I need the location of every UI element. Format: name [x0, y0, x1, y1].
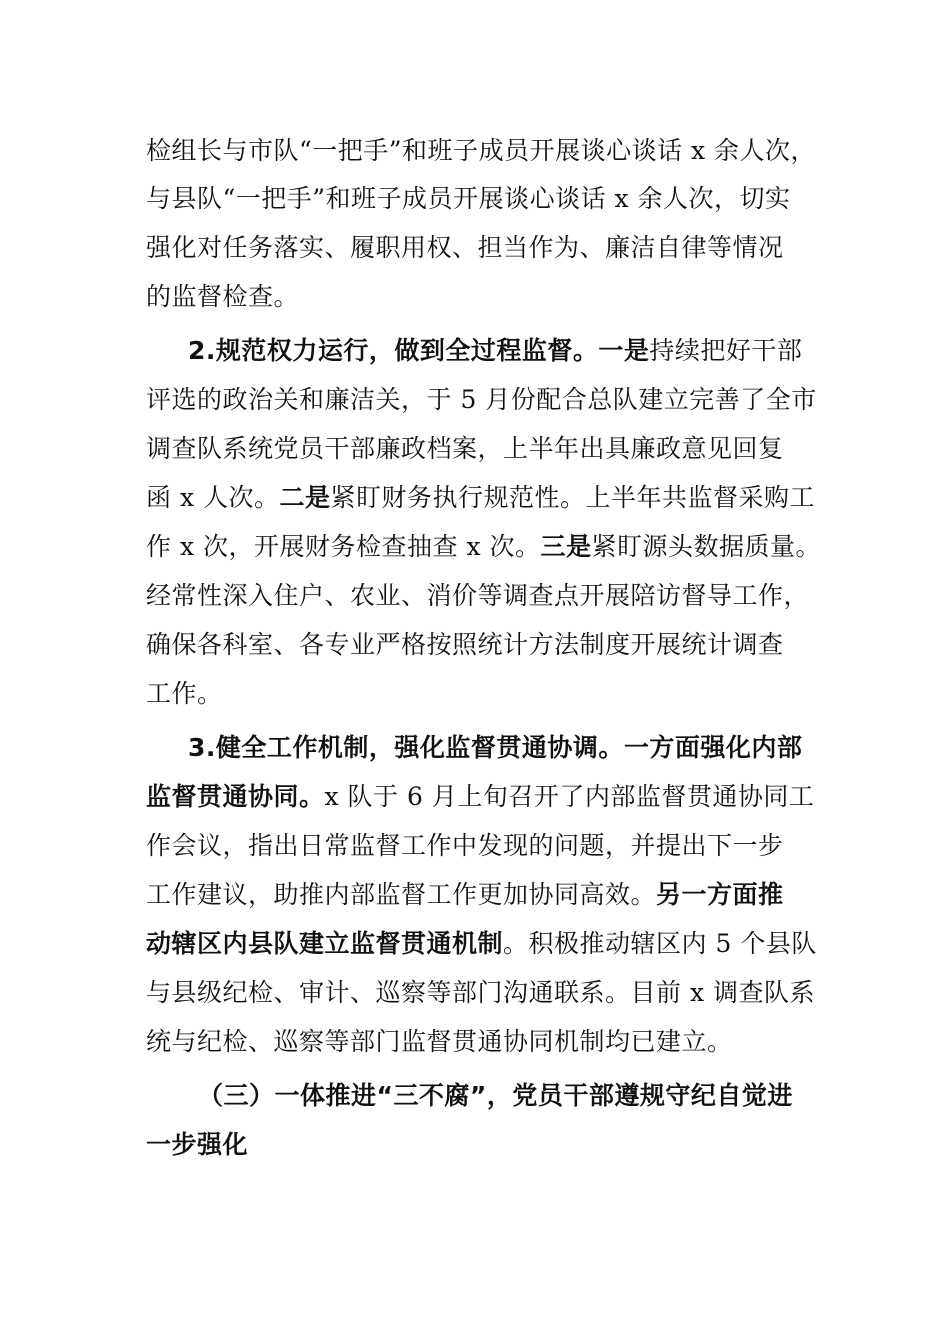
paragraph-3-heading: 3.健全工作机制，强化监督贯通协调。一方面强化内部 — [188, 733, 803, 762]
section-heading-line-1: （三）一体推进“三不腐”，党员干部遵规守纪自觉进 — [198, 1081, 793, 1110]
paragraph-3-line-5 — [146, 924, 817, 964]
paragraph-2-line-6: 经常性深入住户、农业、消价等调查点开展陪访督导工作， — [146, 581, 810, 610]
paragraph-2-lead-3: 三是 — [540, 532, 592, 561]
paragraph-2-line-5 — [146, 527, 821, 567]
paragraph-2-line-1 — [188, 331, 802, 371]
paragraph-2-heading: 2.规范权力运行，做到全过程监督。 — [188, 336, 599, 365]
paragraph-3-heading-cont: 监督贯通协同。 — [146, 782, 325, 811]
paragraph-2-line-4 — [146, 478, 815, 518]
paragraph-3-line-7: 统与纪检、巡察等部门监督贯通协同机制均已建立。 — [146, 1027, 733, 1056]
paragraph-3-line-2 — [146, 777, 814, 817]
paragraph-1-line-1: 检组长与市队“一把手”和班子成员开展谈心谈话 x 余人次， — [146, 136, 817, 165]
paragraph-2-line-8: 工作。 — [146, 679, 223, 708]
paragraph-3-line-4 — [146, 875, 784, 915]
paragraph-2-lead-2: 二是 — [279, 483, 331, 512]
paragraph-3-lead-2: 另一方面推 — [656, 880, 784, 909]
section-heading-line-2: 一步强化 — [146, 1130, 249, 1159]
paragraph-2-line-1-rest: 持续把好干部 — [649, 336, 803, 365]
paragraph-2-line-5-start: 作 x 次，开展财务检查抽查 x 次。 — [146, 532, 541, 561]
paragraph-3-line-3: 作会议，指出日常监督工作中发现的问题，并提出下一步 — [146, 831, 784, 860]
paragraph-2-line-3: 调查队系统党员干部廉政档案，上半年出具廉政意见回复 — [146, 434, 784, 463]
paragraph-1-line-4: 的监督检查。 — [146, 282, 300, 311]
paragraph-2-line-4-rest: 紧盯财务执行规范性。上半年共监督采购工 — [330, 483, 816, 512]
paragraph-1-line-3: 强化对任务落实、履职用权、担当作为、廉洁自律等情况 — [146, 233, 784, 262]
paragraph-2-lead-1: 一是 — [598, 336, 650, 365]
paragraph-2-line-7: 确保各科室、各专业严格按照统计方法制度开展统计调查 — [146, 630, 784, 659]
paragraph-2-line-4-start: 函 x 人次。 — [146, 483, 280, 512]
paragraph-2-line-5-rest: 紧盯源头数据质量。 — [591, 532, 822, 561]
paragraph-1-line-2: 与县队“一把手”和班子成员开展谈心谈话 x 余人次，切实 — [146, 184, 791, 213]
paragraph-3-lead-2-cont: 动辖区内县队建立监督贯通机制 — [146, 929, 504, 958]
paragraph-3-line-4-start: 工作建议，助推内部监督工作更加协同高效。 — [146, 880, 657, 909]
paragraph-3-line-6: 与县级纪检、审计、巡察等部门沟通联系。目前 x 调查队系 — [146, 978, 815, 1007]
paragraph-3-line-2-rest: x 队于 6 月上旬召开了内部监督贯通协同工 — [324, 782, 815, 811]
paragraph-2-line-2: 评选的政治关和廉洁关，于 5 月份配合总队建立完善了全市 — [146, 385, 817, 414]
paragraph-3-line-5-rest: 。积极推动辖区内 5 个县队 — [503, 929, 817, 958]
